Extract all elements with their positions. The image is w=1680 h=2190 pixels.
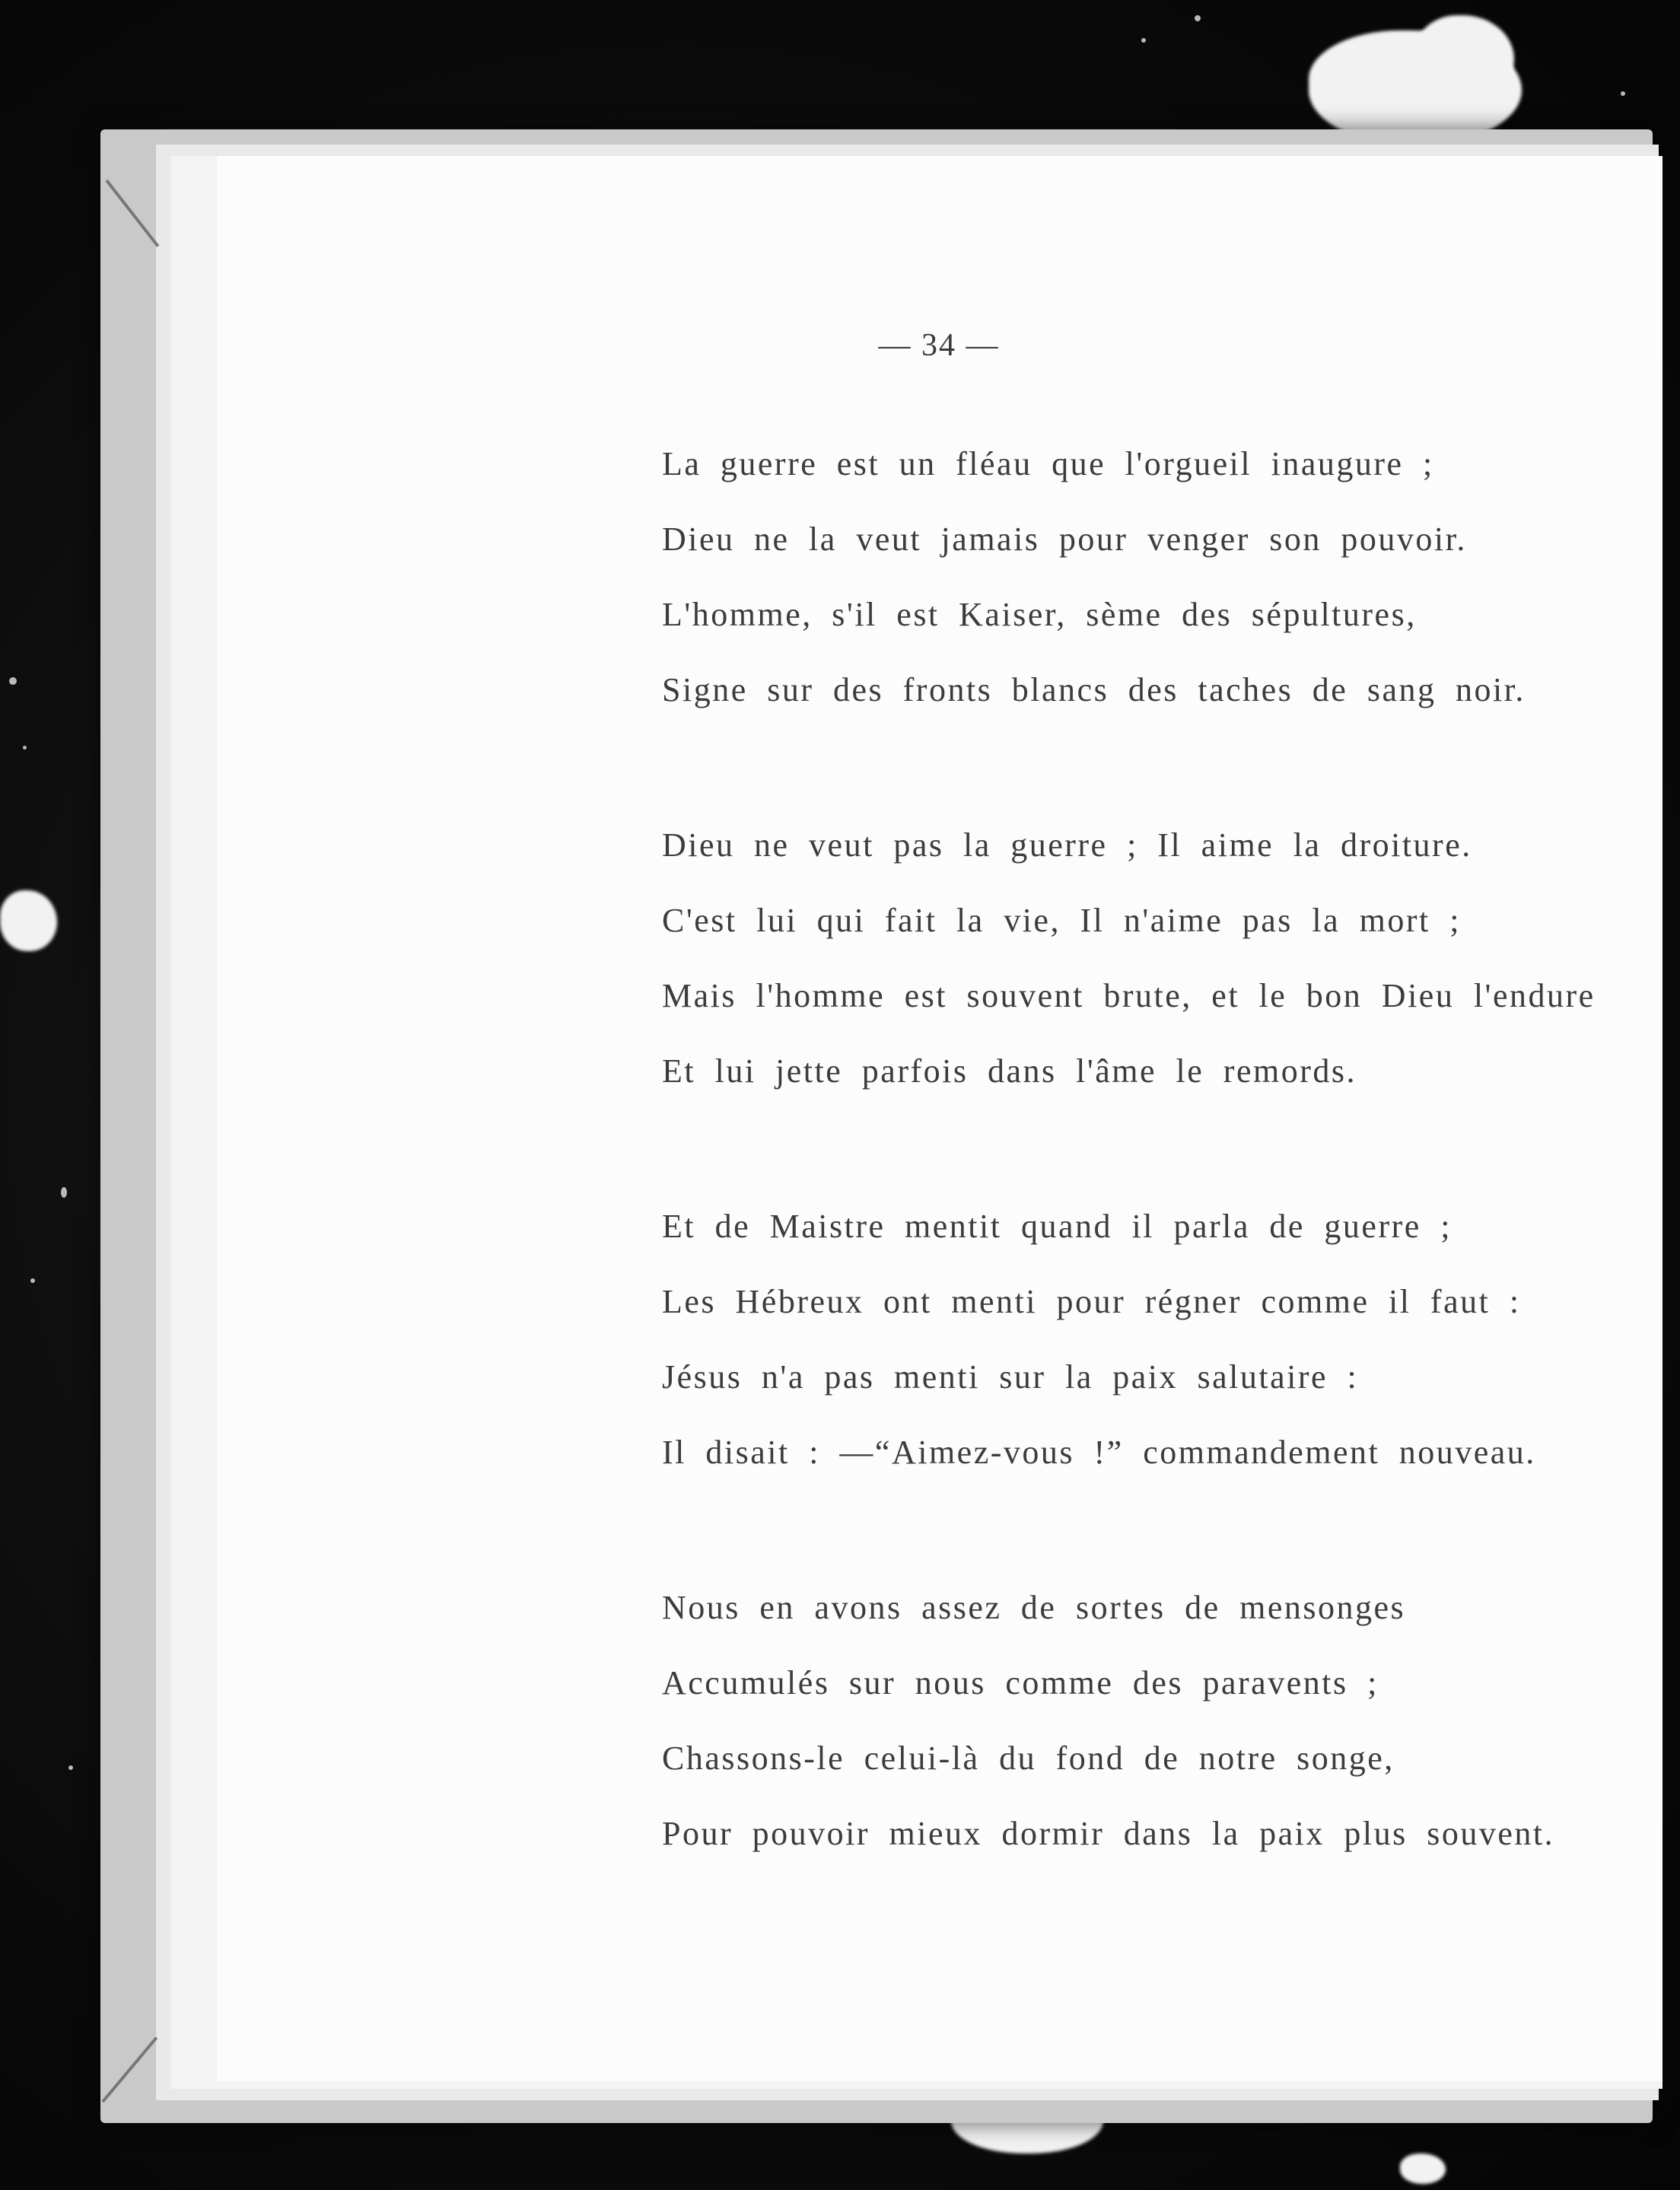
verse-line: Mais l'homme est souvent brute, et le bon Dieu l'endure (662, 977, 1596, 1014)
verse-line: Signe sur des fronts blancs des taches de sang noir. (662, 671, 1526, 708)
dust-speck (68, 1765, 73, 1770)
verse-line: Jésus n'a pas menti sur la paix salutaire : (662, 1358, 1359, 1396)
dust-speck (1195, 15, 1201, 21)
verse-line: La guerre est un fléau que l'orgueil inaugure ; (662, 445, 1434, 482)
stanza (662, 807, 1621, 1109)
stanza (662, 1189, 1621, 1490)
verse-line: Il disait : —“Aimez-vous !” commandement nouveau. (662, 1434, 1536, 1471)
dust-blotch (1415, 15, 1514, 99)
dust-speck (1621, 91, 1625, 96)
verse-line: Et lui jette parfois dans l'âme le remords. (662, 1052, 1357, 1090)
stanza (662, 426, 1621, 727)
poem (662, 426, 1621, 1951)
dust-blotch (1400, 2153, 1446, 2184)
verse-line: Et de Maistre mentit quand il parla de guerre ; (662, 1208, 1452, 1245)
verse-line: Dieu ne la veut jamais pour venger son pouvoir. (662, 520, 1467, 558)
verse-line: L'homme, s'il est Kaiser, sème des sépultures, (662, 596, 1417, 633)
page-number: — 34 — (878, 328, 1000, 363)
dust-speck (9, 677, 17, 685)
verse-line: C'est lui qui fait la vie, Il n'aime pas la mort ; (662, 902, 1462, 939)
stanza (662, 1570, 1621, 1871)
dust-speck (61, 1187, 67, 1198)
verse-line: Accumulés sur nous comme des paravents ; (662, 1664, 1379, 1701)
dust-speck (1141, 38, 1146, 43)
verse-line: Chassons-le celui-là du fond de notre songe, (662, 1740, 1395, 1777)
dust-blotch (0, 890, 57, 951)
verse-line: Nous en avons assez de sortes de mensonges (662, 1589, 1406, 1626)
dust-speck (23, 746, 27, 750)
dust-speck (30, 1278, 35, 1283)
verse-line: Dieu ne veut pas la guerre ; Il aime la droiture. (662, 826, 1472, 864)
verse-line: Les Hébreux ont menti pour régner comme il faut : (662, 1283, 1521, 1320)
verse-line: Pour pouvoir mieux dormir dans la paix plus souvent. (662, 1815, 1555, 1852)
